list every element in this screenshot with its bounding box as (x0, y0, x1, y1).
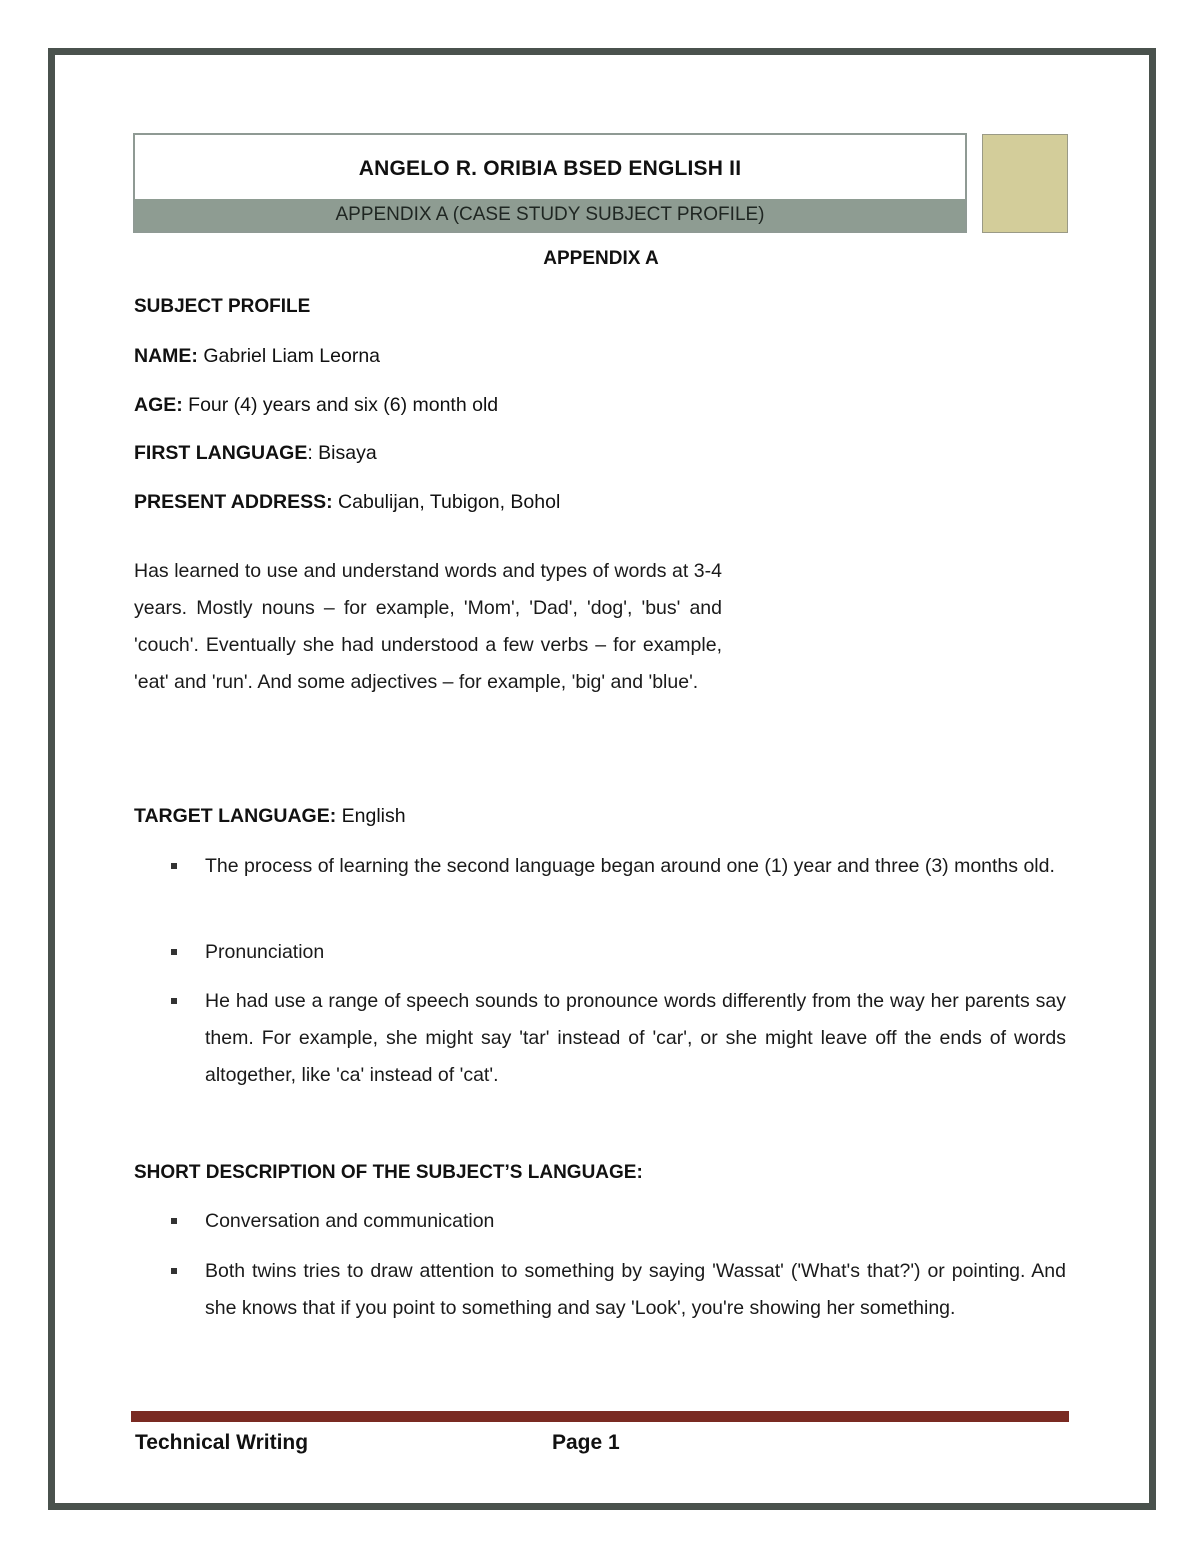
language-paragraph: Has learned to use and understand words and types of words at 3-4 years. Mostly nouns – for example, 'Mom', 'Dad', 'dog', 'bus' and 'couch'. Eventually she had understood a few verbs – for example, 'eat' and 'run'. And some adjectives – for example, 'big' and 'blue'. (134, 560, 722, 693)
description-bullets-2 (168, 1253, 1066, 1327)
header-subtitle-band: APPENDIX A (CASE STUDY SUBJECT PROFILE) (135, 199, 965, 231)
header-title: ANGELO R. ORIBIA BSED ENGLISH II (358, 157, 742, 180)
header-side-box (982, 134, 1068, 233)
target-language-bullets (168, 848, 1066, 885)
footer-course-title: Technical Writing (135, 1431, 309, 1454)
footer-rule (131, 1411, 1069, 1422)
bullet-square-icon (171, 949, 177, 955)
field-age-value: Four (4) years and six (6) month old (182, 394, 499, 416)
list-item: Pronunciation (168, 934, 1066, 971)
target-language-bullets-2 (168, 934, 1066, 971)
bullet-square-icon (171, 1268, 177, 1274)
field-name-label: NAME: (134, 345, 198, 367)
footer-page-number: Page 1 (552, 1431, 620, 1454)
field-name-value: Gabriel Liam Leorna (197, 345, 381, 367)
header-box (133, 133, 967, 233)
bullet-square-icon (171, 863, 177, 869)
field-present-address-label: PRESENT ADDRESS: (134, 491, 333, 513)
description-bullets (168, 1203, 1066, 1240)
target-language-bullets-3 (168, 983, 1066, 1094)
field-first-language-label: FIRST LANGUAGE (134, 442, 308, 464)
field-present-address (134, 491, 560, 514)
target-language-value: English (336, 805, 406, 827)
target-language-label: TARGET LANGUAGE: (134, 805, 337, 827)
target-language (134, 805, 406, 828)
list-item: The process of learning the second language began around one (1) year and three (3) months old. (168, 848, 1066, 885)
list-item: Conversation and communication (168, 1203, 1066, 1240)
bullet-square-icon (171, 998, 177, 1004)
field-present-address-value: Cabulijan, Tubigon, Bohol (332, 491, 561, 513)
field-age-label: AGE: (134, 394, 183, 416)
bullet-square-icon (171, 1218, 177, 1224)
short-description-heading: SHORT DESCRIPTION OF THE SUBJECT’S LANGUAGE: (134, 1162, 643, 1183)
field-age (134, 394, 498, 417)
list-item: Both twins tries to draw attention to something by saying 'Wassat' ('What's that?') or pointing. And she knows that if you point to something and say 'Look', you're showing her something. (168, 1253, 1066, 1327)
field-first-language-value: : Bisaya (307, 442, 377, 464)
list-item: He had use a range of speech sounds to pronounce words differently from the way her parents say them. For example, she might say 'tar' instead of 'car', or she might leave off the ends of words altogether, like 'ca' instead of 'cat'. (168, 983, 1066, 1094)
field-name (134, 345, 380, 368)
appendix-heading: APPENDIX A (543, 248, 659, 269)
section-heading: SUBJECT PROFILE (134, 296, 311, 317)
field-first-language (134, 442, 377, 465)
